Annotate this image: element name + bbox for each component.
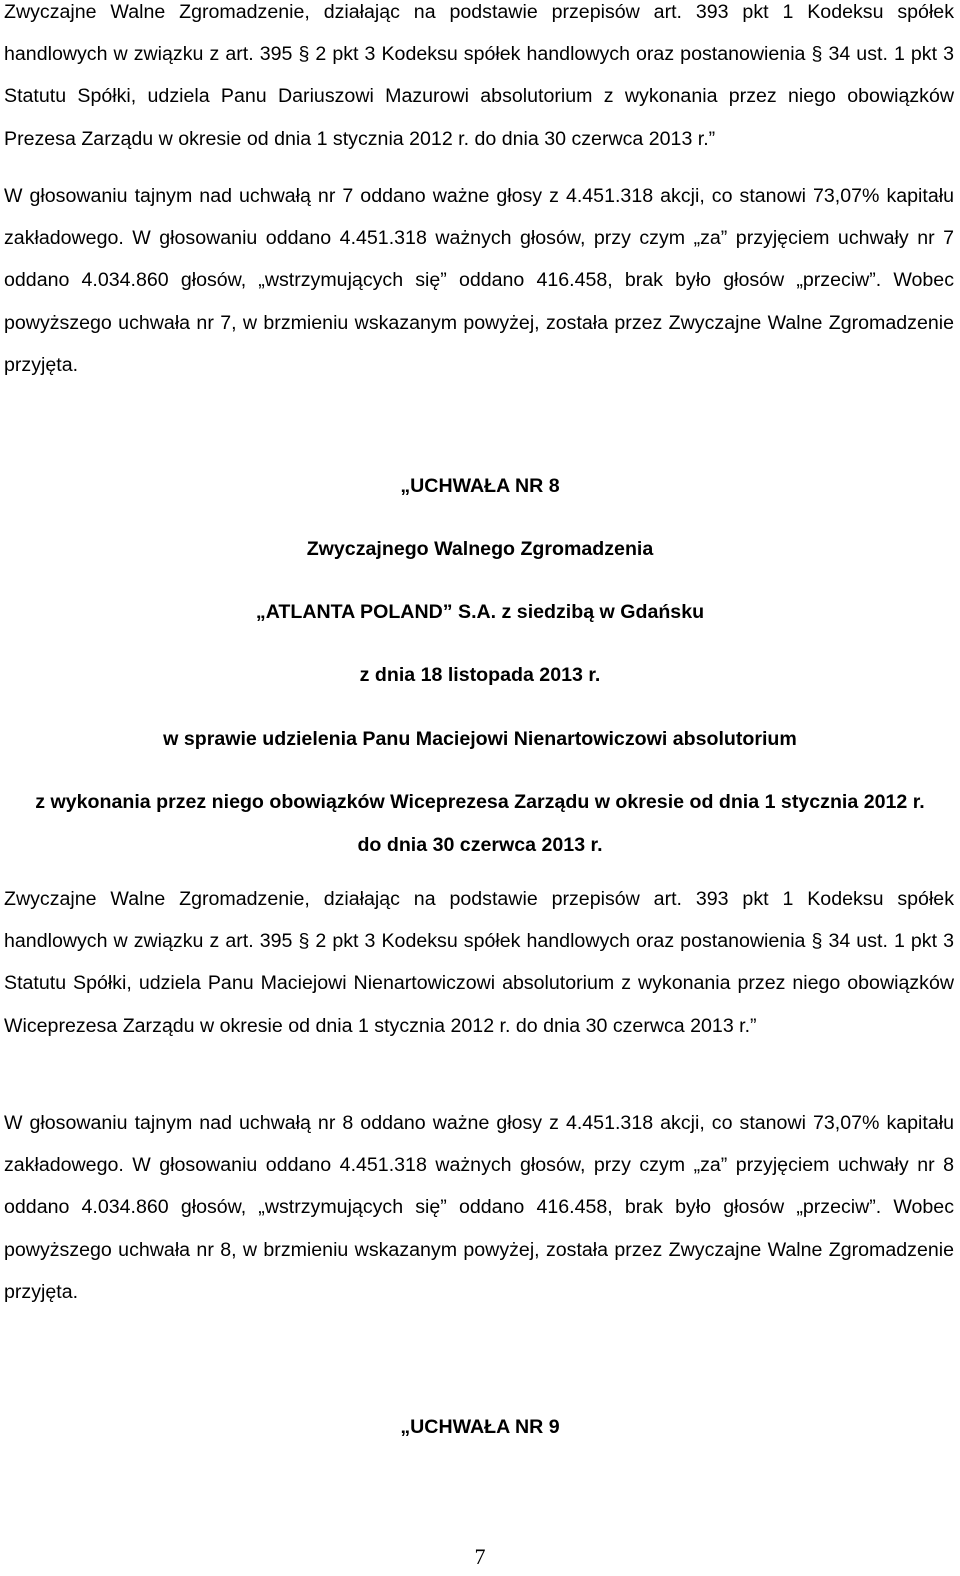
paragraph-resolution7-text: Zwyczajne Walne Zgromadzenie, działając na podstawie przepisów art. 393 pkt 1 Kodeksu spółek handlowych w związku z art. 395 § 2 pkt 3 Kodeksu spółek handlowych oraz postanowienia § 34 ust. 1 pkt 3 Statutu Spółki, udziela Panu Dariuszowi Mazurowi absolutorium z wykonania przez niego obowiązków Prezesa Zarządu w okresie od dnia 1 stycznia 2012 r. do dnia 30 czerwca 2013 r.” [4,1,954,150]
resolution8-subject-line2: z wykonania przez niego obowiązków Wiceprezesa Zarządu w okresie od dnia 1 stycznia 2012 r. [35,791,925,813]
resolution9-title: „UCHWAŁA NR 9 [400,1416,560,1438]
resolution8-title: „UCHWAŁA NR 8 [400,475,560,497]
resolution8-company: „ATLANTA POLAND” S.A. z siedzibą w Gdańsku [255,601,705,623]
resolution8-body: Zwyczajnego Walnego Zgromadzenia [306,538,654,560]
paragraph-resolution8-vote: W głosowaniu tajnym nad uchwałą nr 8 oddano ważne głosy z 4.451.318 akcji, co stanowi 73,07% kapitału zakładowego. W głosowaniu oddano 4.451.318 ważnych głosów, przy czym „za” przyjęciem uchwały nr 8 oddano 4.034.860 głosów, „wstrzymujących się” oddano 416.458, brak było głosów „przeciw”. Wobec powyższego uchwała nr 8, w brzmieniu wskazanym powyżej, została przez Zwyczajne Walne Zgromadzenie przyjęta. [4,1112,954,1303]
resolution8-subject-line3: do dnia 30 czerwca 2013 r. [357,834,603,856]
resolution8-date: z dnia 18 listopada 2013 r. [359,664,601,686]
page-number: 7 [474,1544,486,1569]
paragraph-resolution8-text: Zwyczajne Walne Zgromadzenie, działając na podstawie przepisów art. 393 pkt 1 Kodeksu spółek handlowych w związku z art. 395 § 2 pkt 3 Kodeksu spółek handlowych oraz postanowienia § 34 ust. 1 pkt 3 Statutu Spółki, udziela Panu Maciejowi Nienartowiczowi absolutorium z wykonania przez niego obowiązków Wiceprezesa Zarządu w okresie od dnia 1 stycznia 2012 r. do dnia 30 czerwca 2013 r.” [4,888,954,1037]
paragraph-resolution7-vote: W głosowaniu tajnym nad uchwałą nr 7 oddano ważne głosy z 4.451.318 akcji, co stanowi 73,07% kapitału zakładowego. W głosowaniu oddano 4.451.318 ważnych głosów, przy czym „za” przyjęciem uchwały nr 7 oddano 4.034.860 głosów, „wstrzymujących się” oddano 416.458, brak było głosów „przeciw”. Wobec powyższego uchwała nr 7, w brzmieniu wskazanym powyżej, została przez Zwyczajne Walne Zgromadzenie przyjęta. [4,185,954,376]
resolution8-subject-line1: w sprawie udzielenia Panu Maciejowi Nienartowiczowi absolutorium [163,728,797,750]
